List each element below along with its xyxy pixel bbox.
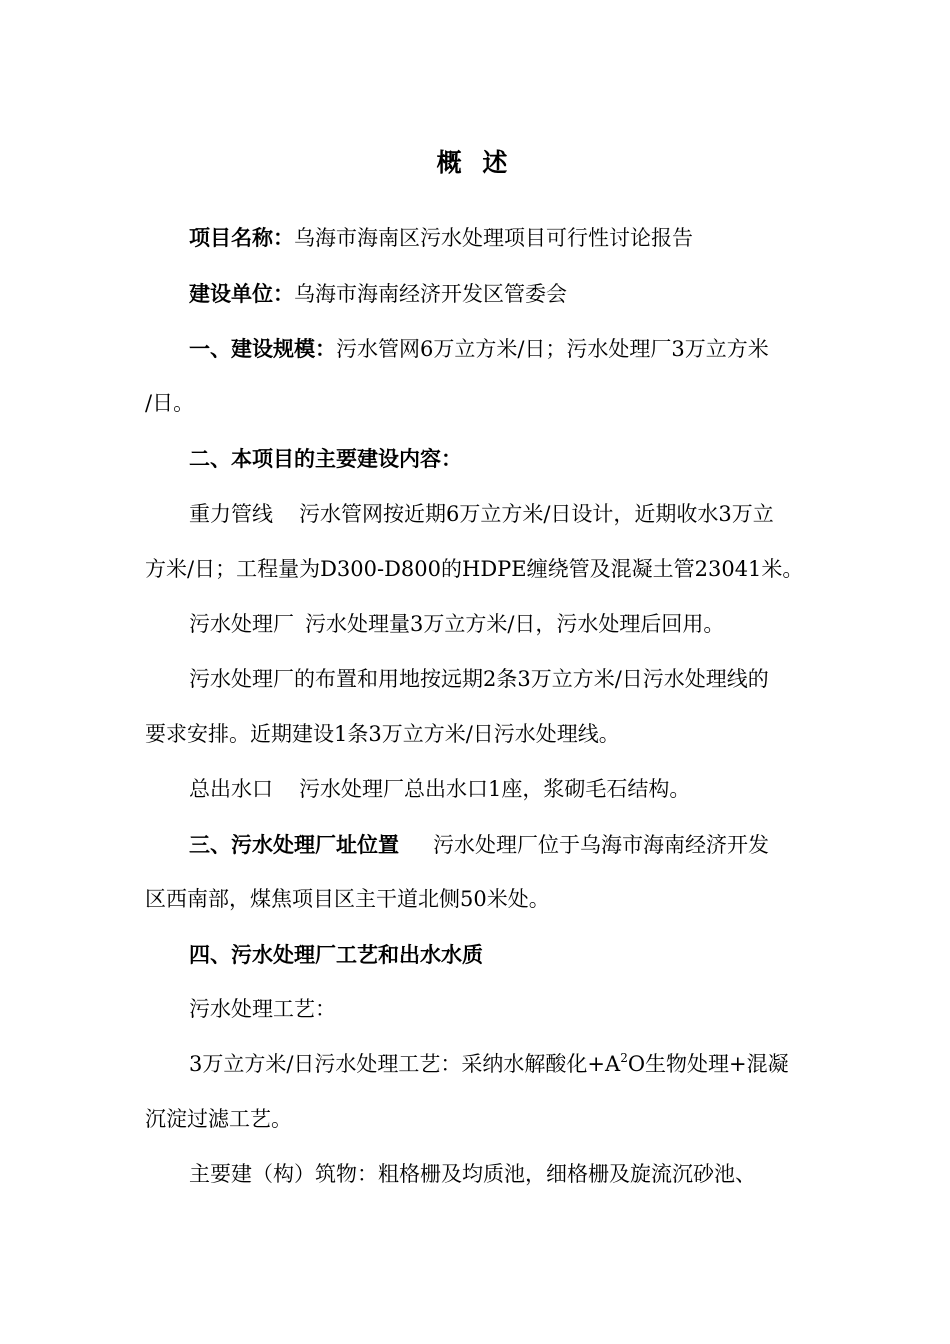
layout-line1: 污水处理厂的布置和用地按远期2条3万立方米/日污水处理线的 [189,667,769,691]
process-detail-superscript: 2 [620,1051,628,1065]
process-detail-line2: 沉淀过滤工艺。 [145,1107,292,1131]
project-name-value: 乌海市海南区污水处理项目可行性讨论报告 [294,226,693,250]
gravity-pipe-text: 污水管网按近期6万立方米/日设计，近期收水3万立 [299,502,774,526]
outlet-line [145,762,854,817]
structures-line1: 主要建（构）筑物：粗格栅及均质池，细格栅及旋流沉砂池、 [189,1162,756,1186]
plant-text: 污水处理量3万立方米/日，污水处理后回用。 [305,612,725,636]
build-unit-value: 乌海市海南经济开发区管委会 [294,282,567,306]
section4-heading: 四、污水处理厂工艺和出水水质 [189,942,483,967]
plant-label: 污水处理厂 [189,612,294,636]
outlet-text: 污水处理厂总出水口1座，浆砌毛石结构。 [299,777,691,801]
gravity-pipe-line1 [145,487,854,542]
process-detail-text-a: 3万立方米/日污水处理工艺：采纳水解酸化+A [189,1052,621,1076]
gravity-pipe-line2: 方米/日；工程量为D300-D800的HDPE缠绕管及混凝土管23041米。 [145,557,804,581]
section1-label: 一、建设规模： [189,336,336,361]
project-name-line [145,210,854,266]
section1-line1 [145,321,854,377]
build-unit-label: 建设单位： [189,281,294,306]
project-name-label: 项目名称： [189,225,294,250]
plant-line [145,597,854,652]
process-detail-text-b: O生物处理+混凝 [627,1052,789,1076]
section2-heading: 二、本项目的主要建设内容： [189,446,462,471]
section3-label: 三、污水处理厂址位置 [189,832,399,857]
layout-line2: 要求安排。近期建设1条3万立方米/日污水处理线。 [145,722,620,746]
process-label: 污水处理工艺： [189,997,336,1021]
page-title: 概 述 [436,148,514,177]
outlet-label: 总出水口 [189,777,273,801]
process-detail-line1 [145,1037,854,1092]
gravity-pipe-label: 重力管线 [189,502,273,526]
build-unit-line [145,266,854,322]
section3-text: 污水处理厂位于乌海市海南经济开发 [433,833,769,857]
section3-line2: 区西南部，煤焦项目区主干道北侧50米处。 [145,887,550,911]
section1-line2: /日。 [145,391,195,415]
section1-text: 污水管网6万立方米/日；污水处理厂3万立方米 [336,337,769,361]
section3-line1 [145,817,854,873]
